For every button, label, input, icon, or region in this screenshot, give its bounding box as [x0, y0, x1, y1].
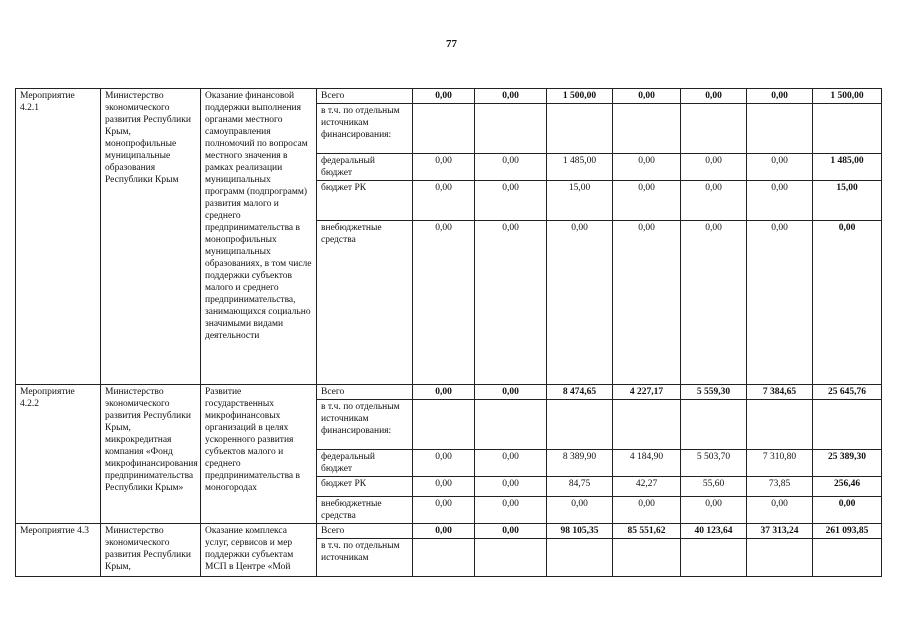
value-cell: 7 384,65 [747, 385, 813, 400]
value-cell: 0,00 [613, 154, 681, 181]
table-row [16, 524, 882, 539]
value-cell: 0,00 [613, 497, 681, 524]
value-cell: 0,00 [613, 89, 681, 104]
value-cell [413, 104, 475, 154]
value-cell: 7 310,80 [747, 450, 813, 477]
funding-source: федеральный бюджет [317, 450, 413, 477]
value-cell [747, 539, 813, 577]
value-cell: 5 503,70 [681, 450, 747, 477]
value-cell: 25 645,76 [813, 385, 882, 400]
measure-executor: Министерство экономического развития Республики Крым, монопрофильные муниципальные образования Республики Крым [101, 89, 201, 385]
measure-executor: Министерство экономического развития Республики Крым, [101, 524, 201, 577]
funding-source: в т.ч. по отдельным источникам финансирования: [317, 104, 413, 154]
value-cell: 98 105,35 [547, 524, 613, 539]
value-cell [681, 539, 747, 577]
funding-source: в т.ч. по отдельным источникам [317, 539, 413, 577]
value-cell: 0,00 [475, 477, 547, 497]
value-cell [413, 400, 475, 450]
value-cell [547, 400, 613, 450]
value-cell: 40 123,64 [681, 524, 747, 539]
funding-source: федеральный бюджет [317, 154, 413, 181]
value-cell: 4 227,17 [613, 385, 681, 400]
value-cell: 256,46 [813, 477, 882, 497]
value-cell [547, 539, 613, 577]
value-cell: 0,00 [475, 221, 547, 385]
value-cell: 0,00 [813, 221, 882, 385]
value-cell: 0,00 [413, 221, 475, 385]
value-cell: 0,00 [747, 497, 813, 524]
value-cell: 1 500,00 [813, 89, 882, 104]
value-cell: 0,00 [413, 477, 475, 497]
value-cell: 0,00 [413, 450, 475, 477]
value-cell: 37 313,24 [747, 524, 813, 539]
table-row [16, 89, 882, 104]
value-cell: 0,00 [681, 181, 747, 221]
value-cell: 42,27 [613, 477, 681, 497]
value-cell [547, 104, 613, 154]
value-cell: 0,00 [413, 154, 475, 181]
value-cell: 0,00 [475, 450, 547, 477]
value-cell: 0,00 [413, 497, 475, 524]
funding-source: Всего [317, 89, 413, 104]
value-cell: 0,00 [547, 497, 613, 524]
funding-source: Всего [317, 385, 413, 400]
value-cell: 261 093,85 [813, 524, 882, 539]
value-cell: 0,00 [475, 524, 547, 539]
value-cell [747, 104, 813, 154]
value-cell [475, 539, 547, 577]
funding-source: Всего [317, 524, 413, 539]
value-cell: 15,00 [813, 181, 882, 221]
value-cell: 0,00 [413, 89, 475, 104]
value-cell: 0,00 [747, 221, 813, 385]
funding-source: бюджет РК [317, 181, 413, 221]
value-cell [475, 104, 547, 154]
value-cell: 0,00 [813, 497, 882, 524]
value-cell [413, 539, 475, 577]
measure-code: Мероприятие 4.2.2 [16, 385, 101, 524]
value-cell: 8 389,90 [547, 450, 613, 477]
value-cell: 0,00 [681, 89, 747, 104]
value-cell: 0,00 [547, 221, 613, 385]
value-cell [613, 539, 681, 577]
value-cell [475, 400, 547, 450]
value-cell: 73,85 [747, 477, 813, 497]
measure-description: Оказание финансовой поддержки выполнения органами местного самоуправления полномочий по вопросам местного значения в рамках реализации муниципальных программ (подпрограмм) развития малого и среднего предпринимательства в монопрофильных муниципальных образованиях, в том числе поддержки субъектов малого и среднего предпринимательства, занимающихся социально значимыми видами деятельности [201, 89, 317, 385]
value-cell: 0,00 [475, 89, 547, 104]
value-cell: 0,00 [681, 497, 747, 524]
value-cell: 25 389,30 [813, 450, 882, 477]
value-cell: 0,00 [413, 385, 475, 400]
value-cell: 0,00 [681, 154, 747, 181]
value-cell: 1 485,00 [813, 154, 882, 181]
financing-table [15, 88, 882, 577]
value-cell: 0,00 [475, 385, 547, 400]
table-row [16, 385, 882, 400]
value-cell: 15,00 [547, 181, 613, 221]
value-cell: 0,00 [475, 154, 547, 181]
value-cell: 1 485,00 [547, 154, 613, 181]
funding-source: бюджет РК [317, 477, 413, 497]
value-cell [613, 104, 681, 154]
value-cell [681, 400, 747, 450]
value-cell: 84,75 [547, 477, 613, 497]
value-cell: 0,00 [413, 524, 475, 539]
measure-description: Развитие государственных микрофинансовых организаций в целях ускоренного развития субъектов малого и среднего предпринимательства в моногородах [201, 385, 317, 524]
value-cell: 0,00 [613, 181, 681, 221]
value-cell [613, 400, 681, 450]
value-cell: 0,00 [747, 154, 813, 181]
measure-code: Мероприятие 4.3 [16, 524, 101, 577]
value-cell: 0,00 [475, 181, 547, 221]
value-cell [681, 104, 747, 154]
value-cell [813, 104, 882, 154]
value-cell: 0,00 [681, 221, 747, 385]
funding-source: внебюджетные средства [317, 221, 413, 385]
value-cell: 0,00 [747, 181, 813, 221]
measure-executor: Министерство экономического развития Республики Крым, микрокредитная компания «Фонд микрофинансирования предпринимательства Республики Крым» [101, 385, 201, 524]
page-number: 77 [446, 38, 457, 50]
value-cell: 0,00 [475, 497, 547, 524]
value-cell: 1 500,00 [547, 89, 613, 104]
value-cell: 8 474,65 [547, 385, 613, 400]
funding-source: в т.ч. по отдельным источникам финансирования: [317, 400, 413, 450]
value-cell [747, 400, 813, 450]
measure-description: Оказание комплекса услуг, сервисов и мер поддержки субъектам МСП в Центре «Мой [201, 524, 317, 577]
value-cell: 5 559,30 [681, 385, 747, 400]
value-cell: 0,00 [413, 181, 475, 221]
value-cell: 85 551,62 [613, 524, 681, 539]
value-cell [813, 400, 882, 450]
value-cell: 4 184,90 [613, 450, 681, 477]
measure-code: Мероприятие 4.2.1 [16, 89, 101, 385]
value-cell: 0,00 [613, 221, 681, 385]
value-cell [813, 539, 882, 577]
funding-source: внебюджетные средства [317, 497, 413, 524]
value-cell: 0,00 [747, 89, 813, 104]
value-cell: 55,60 [681, 477, 747, 497]
